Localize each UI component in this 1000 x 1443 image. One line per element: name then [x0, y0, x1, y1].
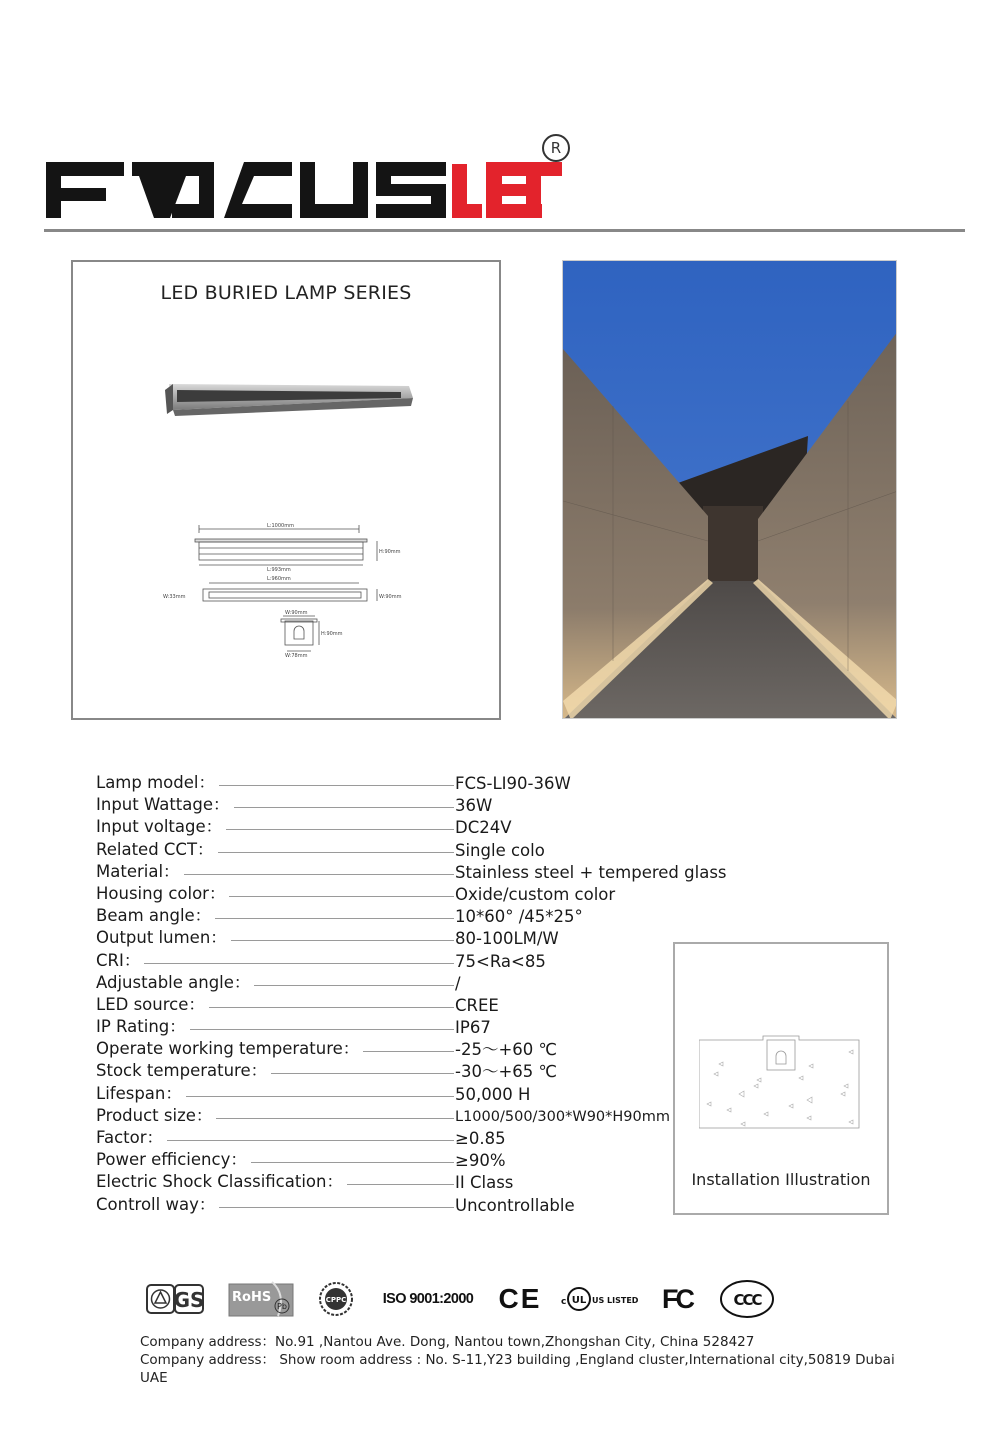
svg-text:UL: UL — [571, 1295, 587, 1306]
logo-letter-l — [452, 164, 482, 218]
spec-row-product-size — [96, 1105, 716, 1127]
spec-label: Adjustable angle： — [96, 972, 254, 994]
spec-label: LED source： — [96, 994, 209, 1016]
svg-text:c: c — [561, 1297, 567, 1307]
spec-label: Housing color： — [96, 883, 229, 905]
spec-value: IP67 — [455, 1018, 491, 1038]
spec-row-led-source — [96, 994, 716, 1016]
spec-row-related-cct — [96, 839, 716, 861]
spec-label: Lamp model： — [96, 772, 219, 794]
address-line: Company address：No.91 ,Nantou Ave. Dong, Nantou town,Zhongshan City, China 528427 — [140, 1334, 755, 1350]
installation-caption: Installation Illustration — [691, 1170, 871, 1189]
product-panel — [71, 260, 501, 720]
spec-row-factor — [96, 1127, 716, 1149]
spec-label: Product size： — [96, 1105, 216, 1127]
spec-label: Operate working temperature： — [96, 1038, 363, 1060]
dim-label-base-width: W:78mm — [285, 653, 308, 657]
dim-label-led-length: L:960mm — [267, 576, 291, 582]
spec-row-input-wattage — [96, 794, 716, 816]
spec-value: L1000/500/300*W90*H90mm — [455, 1108, 670, 1125]
gs-mark-icon — [146, 1278, 204, 1320]
spec-row-control-way — [96, 1194, 716, 1216]
spec-row-beam-angle — [96, 905, 716, 927]
spec-row-operate-temperature — [96, 1038, 716, 1060]
spec-value: 10*60° /45*25° — [455, 907, 583, 927]
spec-row-adjustable-angle — [96, 972, 716, 994]
ul-listed-icon — [560, 1278, 638, 1320]
fcc-mark-icon: FC — [662, 1283, 692, 1314]
spec-row-output-lumen — [96, 927, 716, 949]
spec-value: -25～+60 ℃ — [455, 1040, 558, 1060]
spec-label: IP Rating： — [96, 1016, 190, 1038]
spec-row-lifespan — [96, 1083, 716, 1105]
svg-text:CPPC: CPPC — [325, 1296, 347, 1304]
spec-label: Power efficiency： — [96, 1149, 251, 1171]
spec-label: Electric Shock Classification： — [96, 1171, 347, 1193]
spec-label: CRI： — [96, 950, 144, 972]
spec-label: Stock temperature： — [96, 1060, 271, 1082]
address-line: Company address： Show room address : No. S-11,Y23 building ,England cluster,International city,50819 Dubai UAE — [140, 1352, 895, 1386]
registered-trademark-icon: R — [542, 134, 570, 162]
spec-value: FCS-LI90-36W — [455, 774, 571, 793]
spec-label: Input voltage： — [96, 816, 226, 838]
dim-label-top-length: L:1000mm — [267, 523, 294, 529]
spec-label: Input Wattage： — [96, 794, 234, 816]
spec-row-cri — [96, 950, 716, 972]
dim-label-inner-length: L:993mm — [267, 567, 291, 573]
application-scene-photo — [562, 260, 897, 719]
company-addresses — [140, 1333, 900, 1387]
svg-text:US LISTED: US LISTED — [592, 1296, 638, 1305]
ccc-mark-icon — [718, 1278, 776, 1320]
spec-label: Lifespan： — [96, 1083, 186, 1105]
spec-value: II Class — [455, 1173, 514, 1193]
leader-line — [96, 963, 454, 964]
spec-value: -30～+65 ℃ — [455, 1062, 558, 1082]
spec-value: ≥90% — [455, 1151, 506, 1171]
spec-label: Controll way： — [96, 1194, 219, 1216]
spec-value: Single colo — [455, 840, 545, 860]
dimension-drawing — [157, 517, 421, 657]
svg-text:RoHS: RoHS — [232, 1290, 272, 1305]
spec-row-stock-temperature — [96, 1060, 716, 1082]
spec-value: DC24V — [455, 818, 512, 838]
spec-row-input-voltage — [96, 816, 716, 838]
dim-label-end-height: H:90mm — [321, 631, 343, 637]
spec-row-housing-color — [96, 883, 716, 905]
logo-letter-f — [46, 162, 124, 218]
spec-value: Stainless steel + tempered glass — [455, 862, 727, 882]
logo-letter-s — [376, 162, 446, 218]
header-divider — [44, 229, 965, 232]
certification-logos — [140, 1278, 790, 1320]
spec-value: / — [455, 973, 461, 993]
spec-label: Material： — [96, 861, 184, 883]
aggregate-pattern — [707, 1050, 853, 1126]
spec-value: Uncontrollable — [455, 1195, 575, 1215]
svg-text:GS: GS — [173, 1288, 204, 1312]
spec-row-electric-shock-class — [96, 1171, 716, 1193]
logo-letter-c — [224, 162, 292, 218]
spec-label: Related CCT： — [96, 839, 218, 861]
cppc-seal-icon — [318, 1278, 354, 1320]
spec-label: Factor： — [96, 1127, 167, 1149]
rohs-pb-icon — [228, 1278, 296, 1320]
logo-letter-o — [132, 162, 214, 218]
spec-list — [96, 772, 727, 1216]
dim-label-led-width: W:33mm — [163, 594, 186, 600]
spec-value: 80-100LM/W — [455, 929, 559, 949]
installation-diagram — [699, 1034, 865, 1136]
spec-row-power-efficiency — [96, 1149, 716, 1171]
dim-label-height: H:90mm — [379, 549, 401, 555]
dim-label-end-width: W:90mm — [285, 610, 308, 616]
spec-value: CREE — [455, 995, 499, 1015]
iso-9001-label: ISO 9001:2000 — [382, 1291, 474, 1307]
spec-value: ≥0.85 — [455, 1129, 506, 1148]
dim-label-width: W:90mm — [379, 594, 402, 600]
spec-row-lamp-model — [96, 772, 716, 794]
svg-text:Pb: Pb — [277, 1302, 287, 1311]
series-title: LED BURIED LAMP SERIES — [160, 282, 412, 304]
lamp-product-photo — [165, 380, 413, 416]
spec-label: Output lumen： — [96, 927, 231, 949]
spec-label: Beam angle： — [96, 905, 215, 927]
spec-value: 36W — [455, 796, 493, 816]
installation-panel — [673, 942, 889, 1215]
spec-value: 50,000 H — [455, 1084, 531, 1104]
logo-letter-e — [484, 162, 544, 218]
spec-value: 75<Ra<85 — [455, 951, 546, 971]
ce-mark-icon: CE — [498, 1283, 542, 1314]
logo-letter-u — [300, 162, 368, 218]
svg-text:CCC: CCC — [733, 1291, 761, 1309]
spec-row-ip-rating — [96, 1016, 716, 1038]
spec-row-material — [96, 861, 727, 883]
spec-value: Oxide/custom color — [455, 884, 616, 904]
